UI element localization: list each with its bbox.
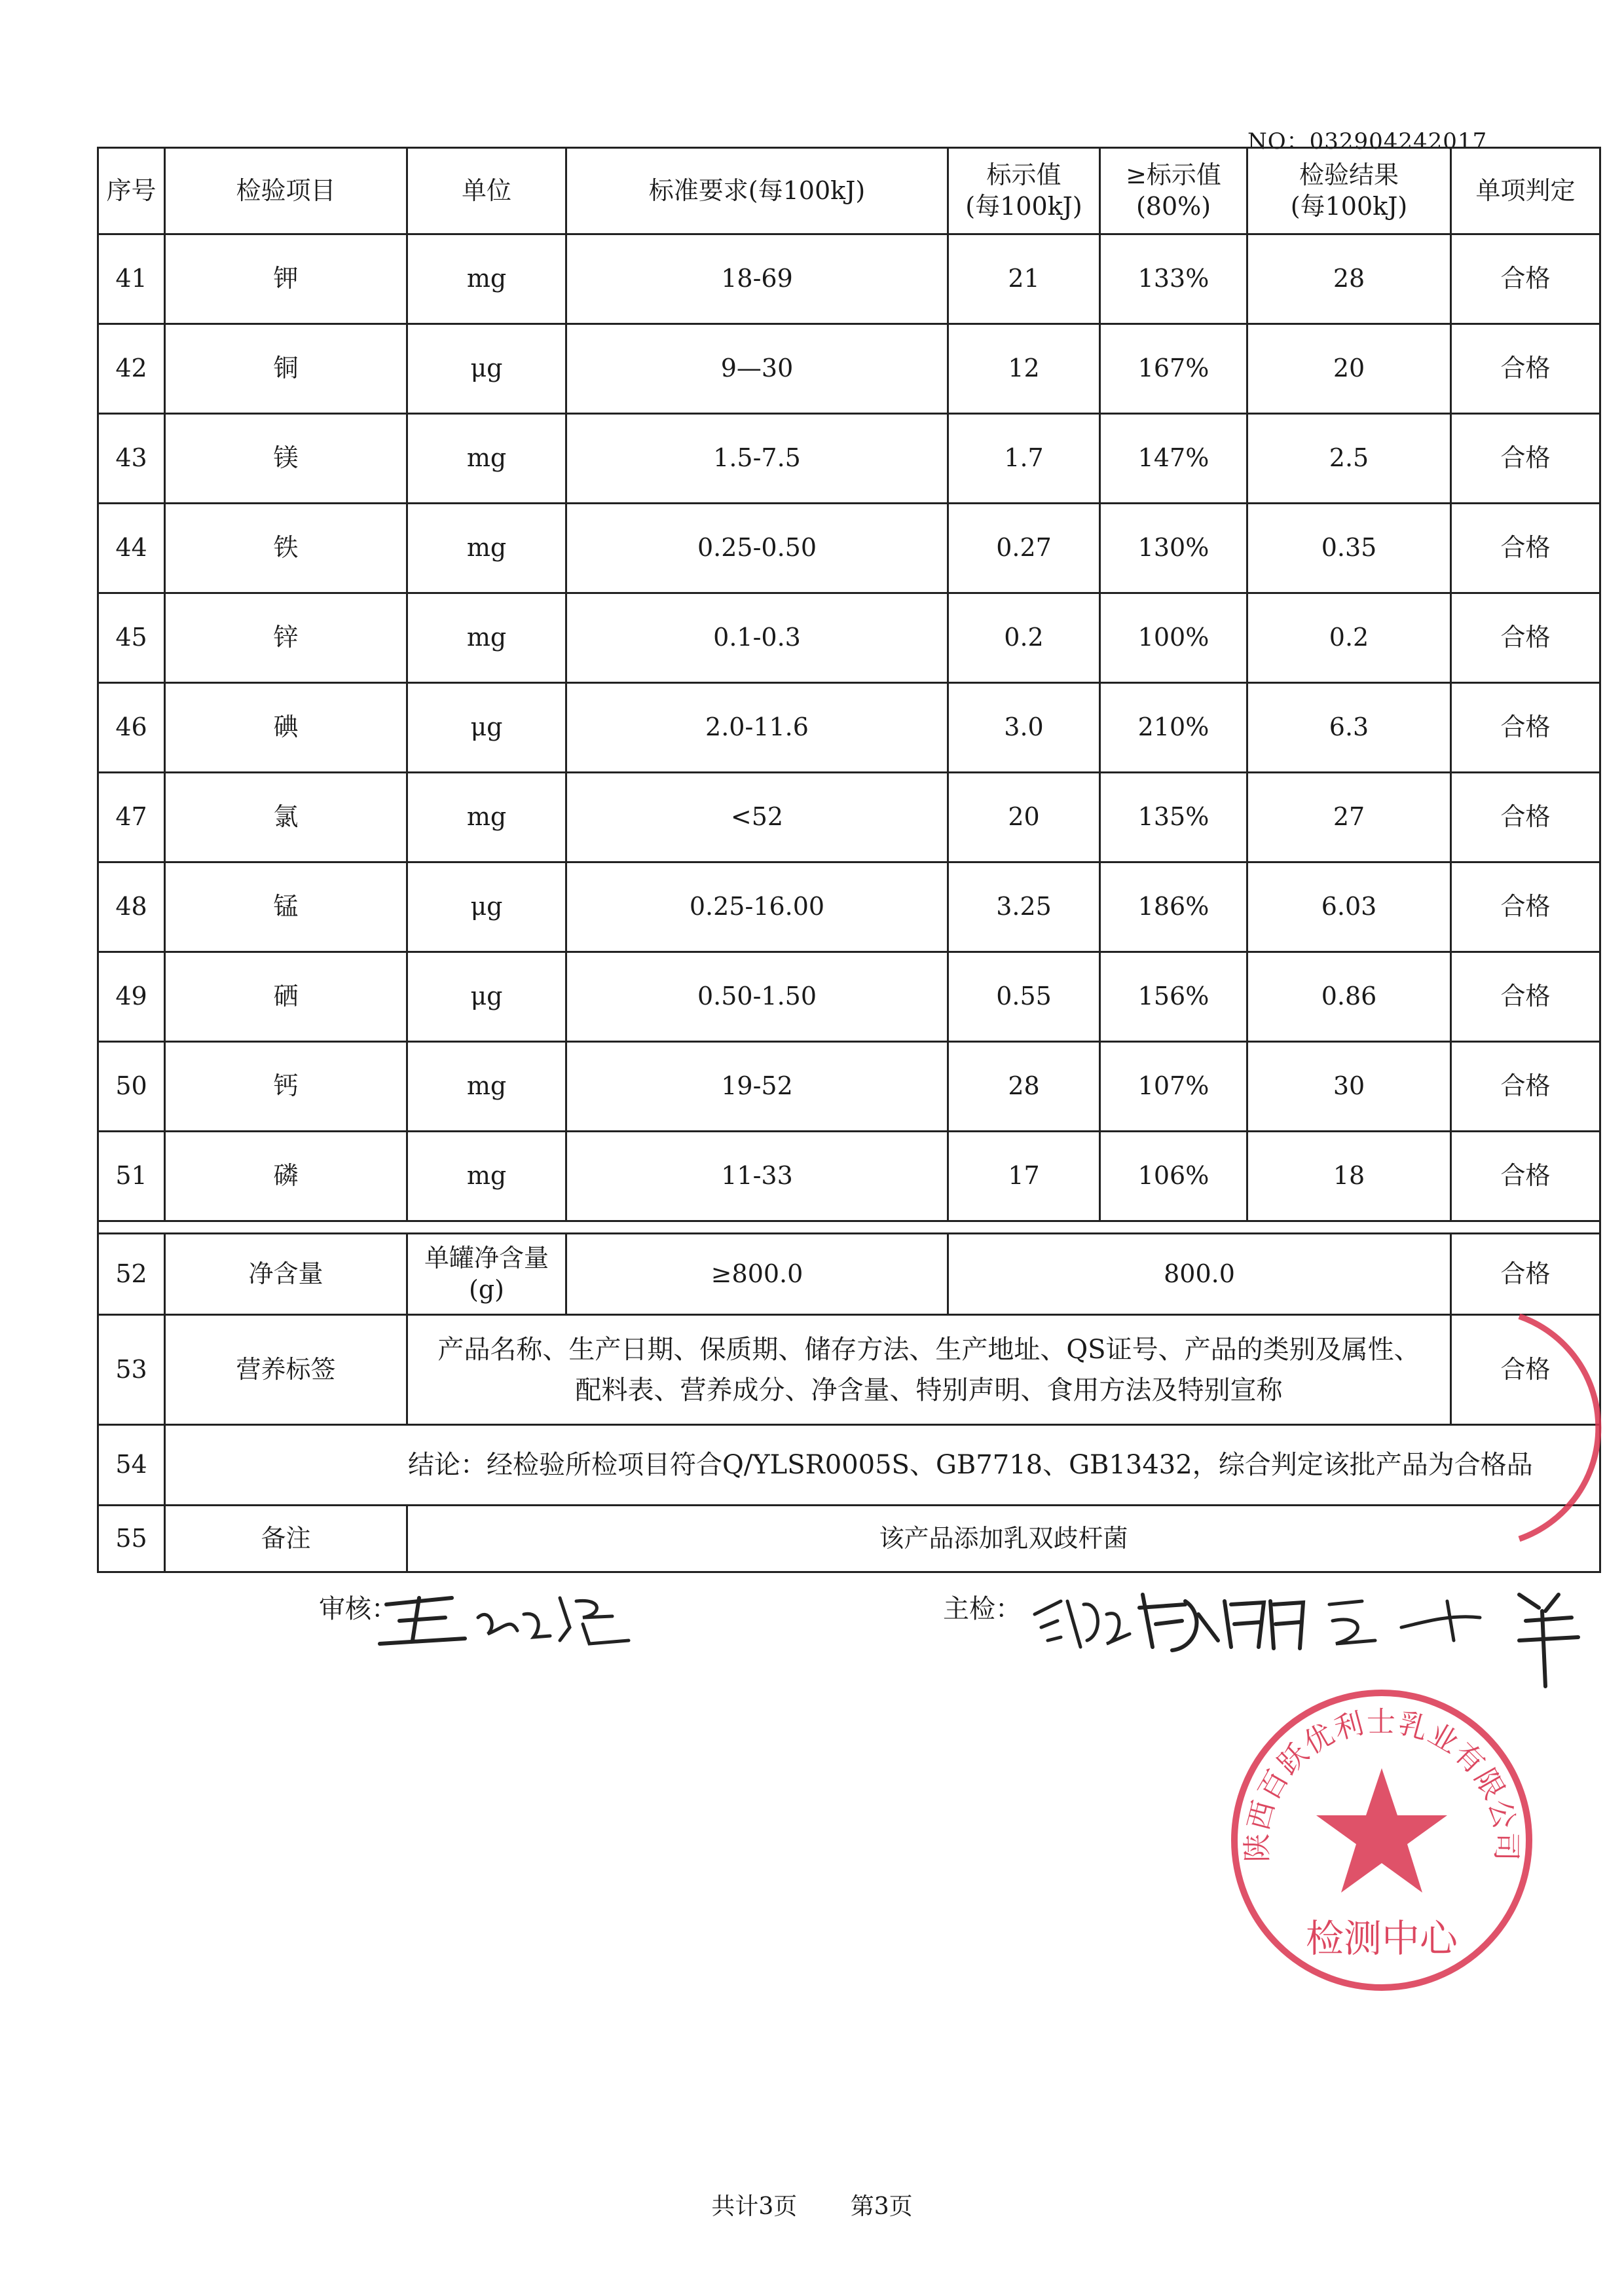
row-seq: 55 xyxy=(98,1506,165,1572)
row-unit: μg xyxy=(407,324,566,414)
row-result: 6.03 xyxy=(1247,862,1451,952)
row-seq: 45 xyxy=(98,593,165,683)
row-unit: mg xyxy=(407,1042,566,1132)
header-result xyxy=(1247,148,1451,234)
footer-total-pages: 共计3页 xyxy=(711,2193,798,2220)
row-item: 净含量 xyxy=(165,1234,407,1315)
inspection-table xyxy=(97,147,1601,1573)
row-label-value: 0.55 xyxy=(948,952,1100,1042)
table-row-nutrition-label xyxy=(98,1315,1600,1425)
row-seq: 49 xyxy=(98,952,165,1042)
row-result: 0.35 xyxy=(1247,504,1451,593)
row-item: 磷 xyxy=(165,1132,407,1221)
row-item: 铜 xyxy=(165,324,407,414)
row-judgement: 合格 xyxy=(1451,773,1600,862)
row-ratio: 107% xyxy=(1100,1042,1247,1132)
header-result-line2: (每100kJ) xyxy=(1290,191,1408,221)
row-standard: 11-33 xyxy=(566,1132,948,1221)
row-judgement: 合格 xyxy=(1451,234,1600,324)
row-ratio: 167% xyxy=(1100,324,1247,414)
row-seq: 43 xyxy=(98,414,165,504)
row-judgement: 合格 xyxy=(1451,504,1600,593)
row-seq: 48 xyxy=(98,862,165,952)
row-standard: 1.5-7.5 xyxy=(566,414,948,504)
row-standard: 2.0-11.6 xyxy=(566,683,948,773)
row-judgement: 合格 xyxy=(1451,1042,1600,1132)
header-label-value-line1: 标示值 xyxy=(986,160,1061,189)
row-seq: 51 xyxy=(98,1132,165,1221)
header-ratio-line1: ≥标示值 xyxy=(1126,160,1221,189)
footer-current-page: 第3页 xyxy=(850,2193,913,2220)
row-result: 0.86 xyxy=(1247,952,1451,1042)
header-standard: 标准要求(每100kJ) xyxy=(566,148,948,234)
row-result: 800.0 xyxy=(948,1234,1451,1315)
row-seq: 47 xyxy=(98,773,165,862)
reviewer-signature xyxy=(373,1578,635,1657)
row-label-value: 0.2 xyxy=(948,593,1100,683)
row-unit: μg xyxy=(407,683,566,773)
table-row xyxy=(98,593,1600,683)
row-standard: 9—30 xyxy=(566,324,948,414)
table-row xyxy=(98,862,1600,952)
row-item: 锌 xyxy=(165,593,407,683)
header-label-value-line2: (每100kJ) xyxy=(965,191,1082,221)
row-item: 硒 xyxy=(165,952,407,1042)
row-label-value: 12 xyxy=(948,324,1100,414)
row-unit: mg xyxy=(407,593,566,683)
row-standard: 0.1-0.3 xyxy=(566,593,948,683)
company-seal-stamp xyxy=(1218,1676,1545,2004)
table-row xyxy=(98,1042,1600,1132)
row-ratio: 130% xyxy=(1100,504,1247,593)
reviewer-label: 审核： xyxy=(319,1594,397,1624)
header-ratio xyxy=(1100,148,1247,234)
row-judgement: 合格 xyxy=(1451,862,1600,952)
row-ratio: 100% xyxy=(1100,593,1247,683)
header-row xyxy=(98,148,1600,234)
table-row xyxy=(98,324,1600,414)
header-ratio-line2: (80%) xyxy=(1135,191,1211,221)
row-result: 20 xyxy=(1247,324,1451,414)
row-unit: mg xyxy=(407,773,566,862)
row-ratio: 186% xyxy=(1100,862,1247,952)
document-number: NO：032904242017 xyxy=(1247,128,1488,155)
header-unit: 单位 xyxy=(407,148,566,234)
row-result: 2.5 xyxy=(1247,414,1451,504)
row-unit-line1: 单罐净含量 xyxy=(424,1244,549,1272)
table-row xyxy=(98,683,1600,773)
row-standard: ≥800.0 xyxy=(566,1234,948,1315)
row-standard: 0.25-16.00 xyxy=(566,862,948,952)
row-judgement: 合格 xyxy=(1451,414,1600,504)
header-label-value xyxy=(948,148,1100,234)
row-seq: 52 xyxy=(98,1234,165,1315)
row-label-value: 0.27 xyxy=(948,504,1100,593)
remarks-text: 该产品添加乳双歧杆菌 xyxy=(407,1506,1600,1572)
row-item: 锰 xyxy=(165,862,407,952)
row-ratio: 135% xyxy=(1100,773,1247,862)
row-ratio: 210% xyxy=(1100,683,1247,773)
row-label-value: 28 xyxy=(948,1042,1100,1132)
row-seq: 50 xyxy=(98,1042,165,1132)
row-item: 镁 xyxy=(165,414,407,504)
seal-inner-text: 检测中心 xyxy=(1305,1916,1458,1961)
seal-outer-text: 陕西百跃优利士乳业有限公司 xyxy=(1240,1705,1523,1862)
row-unit: mg xyxy=(407,234,566,324)
row-result: 0.2 xyxy=(1247,593,1451,683)
row-item: 氯 xyxy=(165,773,407,862)
row-item: 碘 xyxy=(165,683,407,773)
table-row-conclusion xyxy=(98,1425,1600,1506)
row-seq: 42 xyxy=(98,324,165,414)
row-ratio: 156% xyxy=(1100,952,1247,1042)
partial-seal-stamp xyxy=(1500,1310,1604,1546)
table-gap xyxy=(98,1221,1600,1234)
table-gap-cell xyxy=(98,1221,1600,1234)
table-row xyxy=(98,952,1600,1042)
row-label-value: 17 xyxy=(948,1132,1100,1221)
row-unit-line2: (g) xyxy=(469,1274,504,1304)
row-ratio: 106% xyxy=(1100,1132,1247,1221)
table-row xyxy=(98,504,1600,593)
row-standard: 18-69 xyxy=(566,234,948,324)
row-seq: 41 xyxy=(98,234,165,324)
row-seq: 54 xyxy=(98,1425,165,1506)
row-judgement: 合格 xyxy=(1451,324,1600,414)
table-row-remarks xyxy=(98,1506,1600,1572)
header-judgement: 单项判定 xyxy=(1451,148,1600,234)
table-row xyxy=(98,773,1600,862)
row-label-value: 20 xyxy=(948,773,1100,862)
row-judgement: 合格 xyxy=(1451,1234,1600,1315)
row-requirement-line2: 配料表、营养成分、净含量、特别声明、食用方法及特别宣称 xyxy=(575,1375,1283,1405)
row-seq: 46 xyxy=(98,683,165,773)
row-requirement-line1: 产品名称、生产日期、保质期、储存方法、生产地址、QS证号、产品的类别及属性、 xyxy=(437,1334,1420,1365)
table-row xyxy=(98,414,1600,504)
page-footer xyxy=(0,2188,1624,2221)
row-item: 钾 xyxy=(165,234,407,324)
row-item: 营养标签 xyxy=(165,1315,407,1425)
row-label-value: 3.0 xyxy=(948,683,1100,773)
row-ratio: 133% xyxy=(1100,234,1247,324)
row-unit: mg xyxy=(407,1132,566,1221)
row-judgement: 合格 xyxy=(1451,1132,1600,1221)
row-label-value: 21 xyxy=(948,234,1100,324)
conclusion-text: 结论：经检验所检项目符合Q/YLSR0005S、GB7718、GB13432，综合判定该批产品为合格品 xyxy=(165,1425,1600,1506)
row-judgement: 合格 xyxy=(1451,593,1600,683)
row-result: 28 xyxy=(1247,234,1451,324)
row-item: 铁 xyxy=(165,504,407,593)
header-item: 检验项目 xyxy=(165,148,407,234)
row-item: 钙 xyxy=(165,1042,407,1132)
row-unit xyxy=(407,1234,566,1315)
row-judgement: 合格 xyxy=(1451,952,1600,1042)
row-result: 6.3 xyxy=(1247,683,1451,773)
row-label-value: 3.25 xyxy=(948,862,1100,952)
header-result-line1: 检验结果 xyxy=(1299,160,1399,189)
row-judgement: 合格 xyxy=(1451,683,1600,773)
row-standard: 19-52 xyxy=(566,1042,948,1132)
row-label-value: 1.7 xyxy=(948,414,1100,504)
row-item: 备注 xyxy=(165,1506,407,1572)
row-unit: μg xyxy=(407,862,566,952)
table-row-net-content xyxy=(98,1234,1600,1315)
header-seq: 序号 xyxy=(98,148,165,234)
row-standard: 0.50-1.50 xyxy=(566,952,948,1042)
row-unit: mg xyxy=(407,504,566,593)
table-row xyxy=(98,1132,1600,1221)
row-requirement-text xyxy=(407,1315,1451,1425)
row-seq: 44 xyxy=(98,504,165,593)
row-unit: μg xyxy=(407,952,566,1042)
inspector-signatures xyxy=(1022,1575,1598,1693)
row-seq: 53 xyxy=(98,1315,165,1425)
row-standard: 0.25-0.50 xyxy=(566,504,948,593)
row-unit: mg xyxy=(407,414,566,504)
row-result: 30 xyxy=(1247,1042,1451,1132)
row-ratio: 147% xyxy=(1100,414,1247,504)
inspector-label: 主检： xyxy=(943,1594,1022,1624)
row-standard: <52 xyxy=(566,773,948,862)
row-result: 18 xyxy=(1247,1132,1451,1221)
table-row xyxy=(98,234,1600,324)
row-result: 27 xyxy=(1247,773,1451,862)
row-judgement: 合格 xyxy=(1451,1315,1600,1425)
